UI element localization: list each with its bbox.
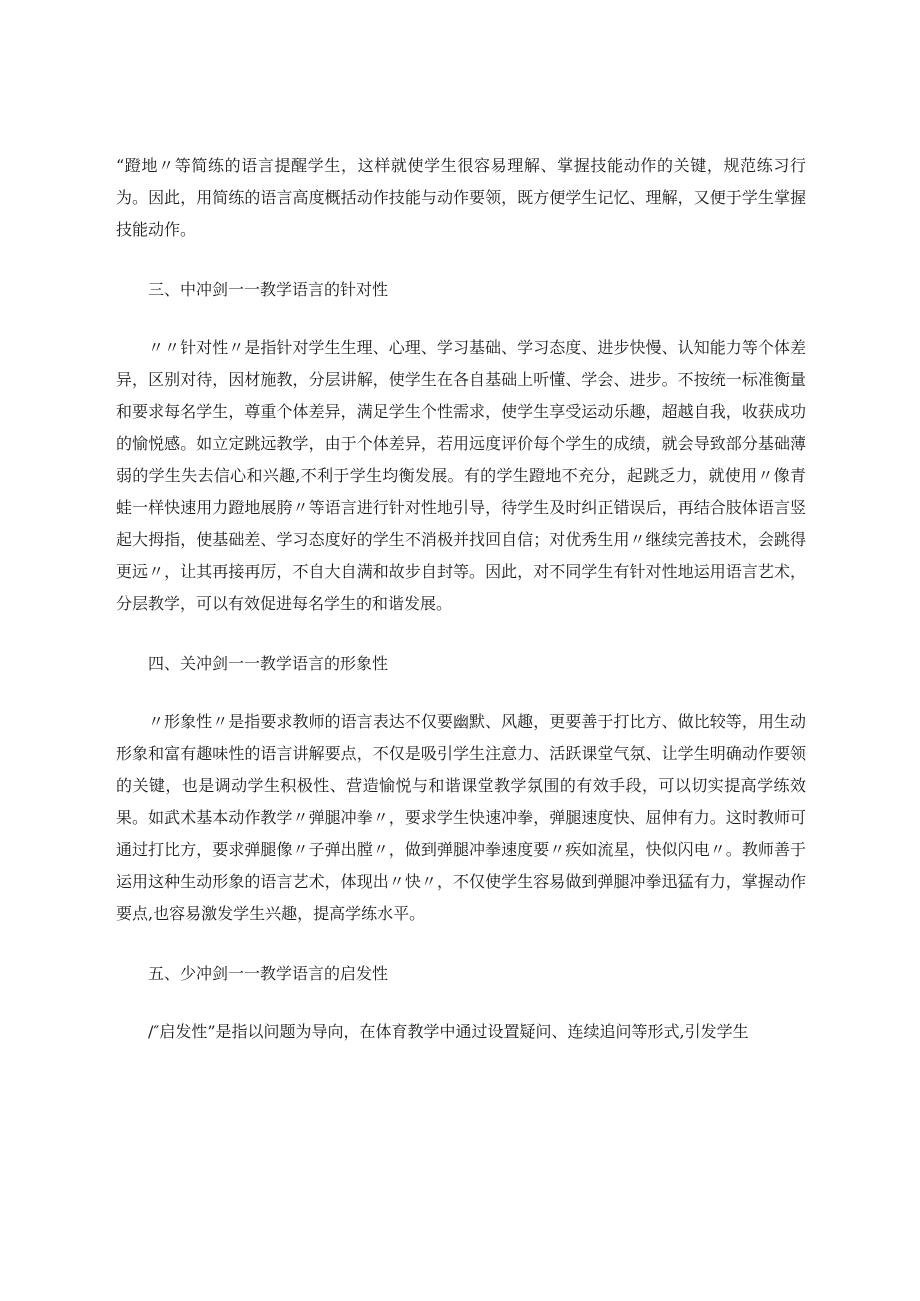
spacer [116,620,806,648]
document-page [116,150,806,1048]
spacer [116,680,806,706]
paragraph-imagery: 〃形象性〃是指要求教师的语言表达不仅要幽默、风趣，更要善于打比方、做比较等，用生动形象和富有趣味性的语言讲解要点，不仅是吸引学生注意力、活跃课堂气氛、让学生明确动作要领的关键，也是调动学生积极性、营造愉悦与和谐课堂教学氛围的有效手段，可以切实提高学练效果。如武术基本动作教学〃弹腿冲拳〃，要求学生快速冲拳，弹腿速度快、屈伸有力。这时教师可通过打比方，要求弹腿像〃子弹出膛〃，做到弹腿冲拳速度要〃疾如流星，快似闪电〃。教师善于运用这种生动形象的语言艺术，体现出〃快〃，不仅使学生容易做到弹腿冲拳迅猛有力，掌握动作要点,也容易激发学生兴趣，提高学练水平。 [116,712,806,923]
paragraph-continued: “蹬地〃等简练的语言提醒学生，这样就使学生很容易理解、掌握技能动作的关键，规范练习行为。因此，用简练的语言高度概括动作技能与动作要领，既方便学生记忆、理解，又便于学生掌握技能动作。 [116,156,806,239]
section-heading-4: 四、关冲剑一一教学语言的形象性 [148,654,389,673]
paragraph-inspiration: /″启发性”是指以问题为导向，在体育教学中通过设置疑问、连续追问等形式,引发学生 [148,1022,749,1041]
spacer [116,930,806,958]
section-heading-5: 五、少冲剑一一教学语言的启发性 [148,964,389,983]
spacer [116,306,806,332]
section-heading-3: 三、中冲剑一一教学语言的针对性 [148,280,389,299]
paragraph-targeting: 〃〃针对性〃是指针对学生生理、心理、学习基础、学习态度、进步快慢、认知能力等个体差异，区别对待，因材施教，分层讲解，使学生在各自基础上听懂、学会、进步。不按统一标准衡量和要求每名学生，尊重个体差异，满足学生个性需求，使学生享受运动乐趣，超越自我，收获成功的愉悦感。如立定跳远教学，由于个体差异，若用远度评价每个学生的成绩，就会导致部分基础薄弱的学生失去信心和兴趣,不利于学生均衡发展。有的学生蹬地不充分，起跳乏力，就使用〃像青蛙一样快速用力蹬地展胯〃等语言进行针对性地引导，待学生及时纠正错误后，再结合肢体语言竖起大拇指，使基础差、学习态度好的学生不消极并找回自信；对优秀生用〃继续完善技术，会跳得更远〃，让其再接再厉，不自大自满和故步自封等。因此，对不同学生有针对性地运用语言艺术，分层教学，可以有效促进每名学生的和谐发展。 [116,338,806,613]
spacer [116,990,806,1016]
spacer [116,246,806,274]
